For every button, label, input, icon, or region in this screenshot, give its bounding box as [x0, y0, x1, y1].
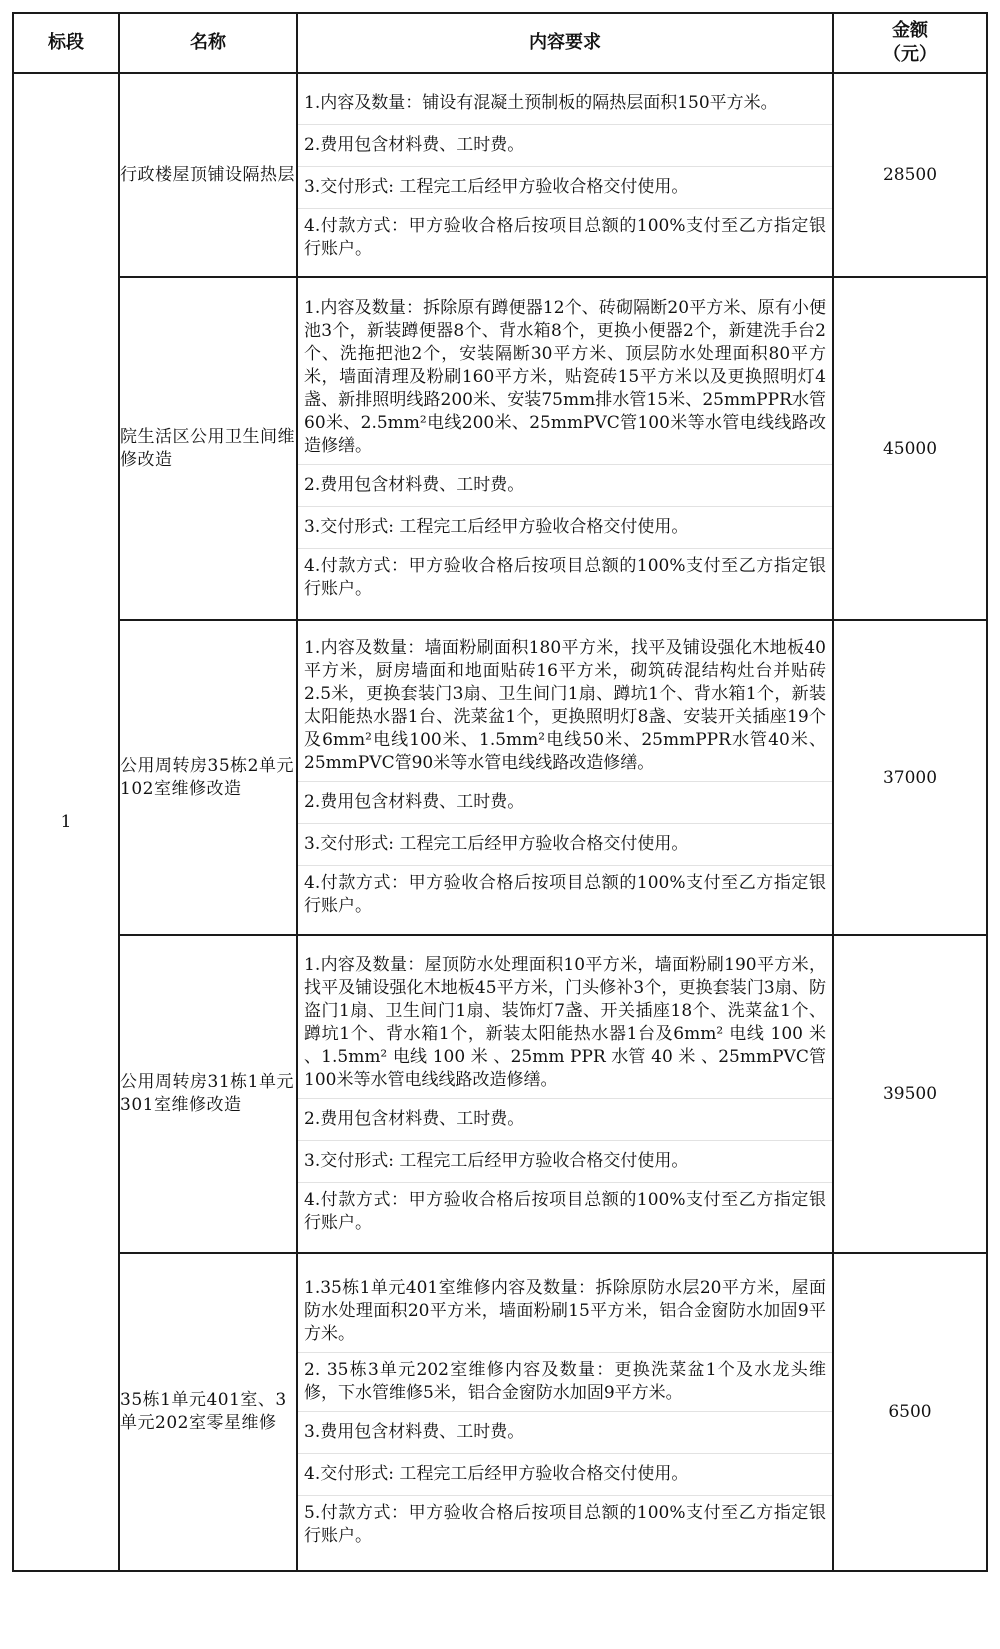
requirements-table	[12, 12, 988, 1572]
project-name: 院生活区公用卫生间维修改造	[119, 277, 297, 620]
amount-cell: 45000	[833, 277, 987, 620]
table-row	[13, 620, 987, 935]
table-row	[13, 1253, 987, 1571]
table-header-row	[13, 13, 987, 73]
requirement-item: 1.内容及数量：墙面粉刷面积180平方米，找平及铺设强化木地板40平方米，厨房墙面和地面贴砖16平方米，砌筑砖混结构灶台并贴砖2.5米，更换套装门3扇、卫生间门1扇、蹲坑1个、背水箱1个，新装太阳能热水器1台、洗菜盆1个，更换照明灯8盏、安装开关插座19个及6mm²电线100米、1.5mm²电线50米、25mmPPR水管40米、25mmPVC管90米等水管电线线路改造修缮。	[304, 638, 826, 773]
requirement-item: 3.费用包含材料费、工时费。	[298, 1411, 832, 1453]
requirement-item: 5.付款方式：甲方验收合格后按项目总额的100%支付至乙方指定银行账户。	[298, 1495, 832, 1554]
requirement-item: 1.35栋1单元401室维修内容及数量：拆除原防水层20平方米，屋面防水处理面积20平方米，墙面粉刷15平方米，铝合金窗防水加固9平方米。	[304, 1277, 826, 1344]
project-name: 公用周转房35栋2单元102室维修改造	[119, 620, 297, 935]
requirement-item: 3.交付形式: 工程完工后经甲方验收合格交付使用。	[298, 506, 832, 548]
requirement-item: 2.费用包含材料费、工时费。	[298, 781, 832, 823]
content-cell	[297, 277, 833, 620]
project-name: 35栋1单元401室、3单元202室零星维修	[119, 1253, 297, 1571]
requirement-item: 2.费用包含材料费、工时费。	[298, 124, 832, 166]
requirement-item: 4.付款方式：甲方验收合格后按项目总额的100%支付至乙方指定银行账户。	[298, 1182, 832, 1241]
amount-cell: 28500	[833, 73, 987, 277]
content-cell	[297, 935, 833, 1253]
requirement-item: 2.费用包含材料费、工时费。	[298, 1098, 832, 1140]
table-row	[13, 935, 987, 1253]
amount-cell: 39500	[833, 935, 987, 1253]
table-row	[13, 73, 987, 277]
requirement-item: 4.付款方式：甲方验收合格后按项目总额的100%支付至乙方指定银行账户。	[298, 208, 832, 267]
table-row	[13, 277, 987, 620]
requirement-item: 2.费用包含材料费、工时费。	[298, 464, 832, 506]
content-cell	[297, 620, 833, 935]
project-name: 公用周转房31栋1单元301室维修改造	[119, 935, 297, 1253]
requirement-item: 3.交付形式: 工程完工后经甲方验收合格交付使用。	[298, 1140, 832, 1182]
requirement-item: 3.交付形式: 工程完工后经甲方验收合格交付使用。	[298, 166, 832, 208]
requirement-item: 4.付款方式：甲方验收合格后按项目总额的100%支付至乙方指定银行账户。	[298, 548, 832, 607]
requirement-item: 1.内容及数量：屋顶防水处理面积10平方米，墙面粉刷190平方米，找平及铺设强化木地板45平方米，门头修补3个，更换套装门3扇、防盗门1扇、卫生间门1扇、装饰灯7盏、开关插座18个、洗菜盆1个、蹲坑1个、背水箱1个，新装太阳能热水器1台及6mm² 电线 100 米 、1.5mm² 电线 100 米 、25mm PPR 水管 40 米 、25mmPVC管100米等水管电线线路改造修缮。	[304, 954, 826, 1090]
requirement-item: 3.交付形式: 工程完工后经甲方验收合格交付使用。	[298, 823, 832, 865]
amount-cell: 6500	[833, 1253, 987, 1571]
requirement-item: 1.内容及数量：铺设有混凝土预制板的隔热层面积150平方米。	[304, 93, 778, 113]
requirement-item: 2. 35栋3单元202室维修内容及数量：更换洗菜盆1个及水龙头维修，下水管维修5米，铝合金窗防水加固9平方米。	[298, 1352, 832, 1411]
header-name: 名称	[119, 13, 297, 73]
header-content: 内容要求	[297, 13, 833, 73]
content-cell	[297, 1253, 833, 1571]
amount-cell: 37000	[833, 620, 987, 935]
project-name: 行政楼屋顶铺设隔热层	[119, 73, 297, 277]
requirement-item: 4.交付形式: 工程完工后经甲方验收合格交付使用。	[298, 1453, 832, 1495]
header-segment: 标段	[13, 13, 119, 73]
requirement-item: 1.内容及数量：拆除原有蹲便器12个、砖砌隔断20平方米、原有小便池3个，新装蹲便器8个、背水箱8个，更换小便器2个，新建洗手台2个、洗拖把池2个，安装隔断30平方米、顶层防水处理面积80平方米，墙面清理及粉刷160平方米，贴瓷砖15平方米以及更换照明灯4盏、新排照明线路200米、安装75mm排水管15米、25mmPPR水管60米、2.5mm²电线200米、25mmPVC管100米等水管电线线路改造修缮。	[304, 297, 826, 456]
segment-cell: 1	[13, 73, 119, 1571]
content-cell	[297, 73, 833, 277]
requirement-item: 4.付款方式：甲方验收合格后按项目总额的100%支付至乙方指定银行账户。	[298, 865, 832, 924]
header-amount: 金额 （元）	[833, 13, 987, 73]
document-page	[12, 12, 986, 1572]
